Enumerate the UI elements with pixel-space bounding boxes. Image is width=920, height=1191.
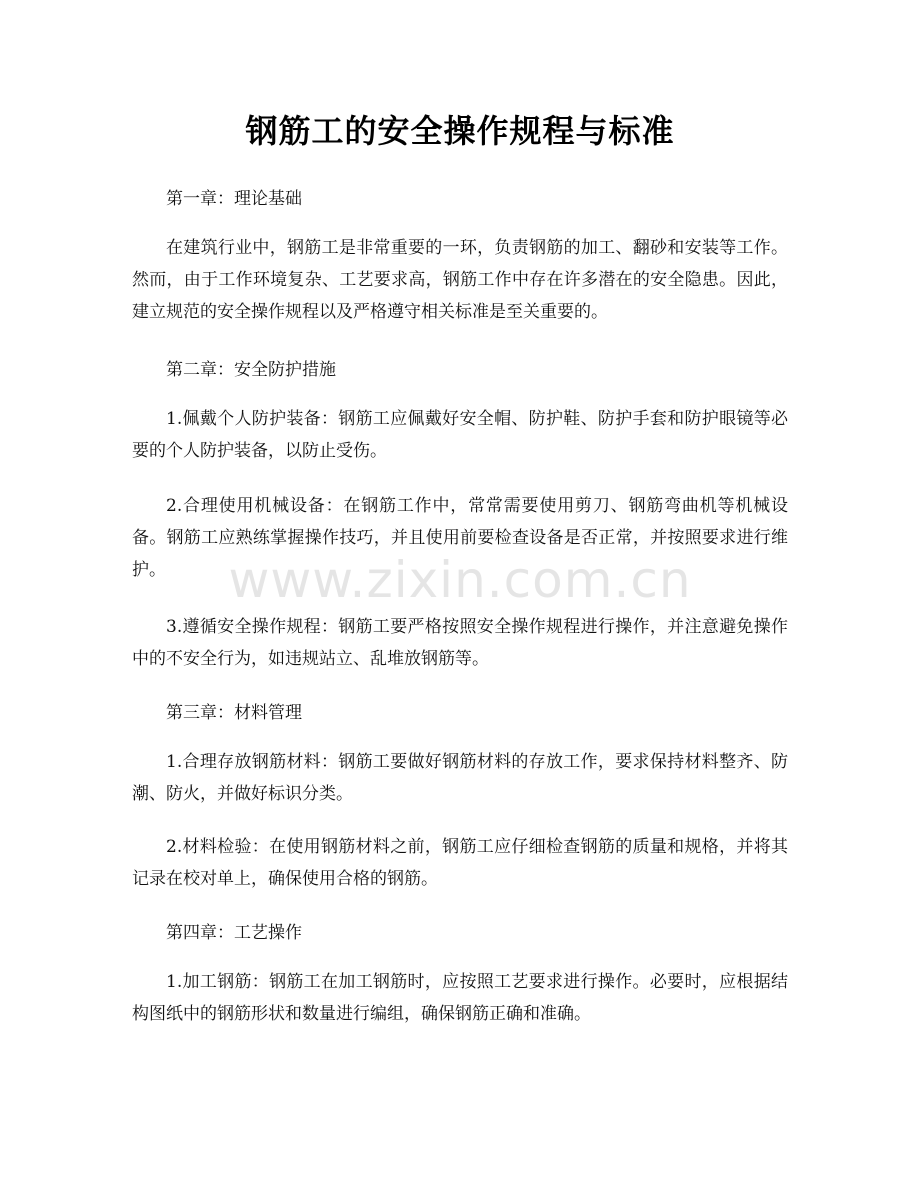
document-title: 钢筋工的安全操作规程与标准 [245, 112, 675, 150]
chapter-2-paragraph-3: 3.遵循安全操作规程：钢筋工要严格按照安全操作规程进行操作，并注意避免操作中的不安全行为，如违规站立、乱堆放钢筋等。 [132, 617, 788, 669]
chapter-3-paragraph-1: 1.合理存放钢筋材料：钢筋工要做好钢筋材料的存放工作，要求保持材料整齐、防潮、防火，并做好标识分类。 [132, 752, 788, 804]
chapter-1-paragraph-1: 在建筑行业中，钢筋工是非常重要的一环，负责钢筋的加工、翻砂和安装等工作。然而，由于工作环境复杂、工艺要求高，钢筋工作中存在许多潜在的安全隐患。因此，建立规范的安全操作规程以及严格遵守相关标准是至关重要的。 [132, 238, 788, 322]
chapter-3-paragraph-2: 2.材料检验：在使用钢筋材料之前，钢筋工应仔细检查钢筋的质量和规格，并将其记录在校对单上，确保使用合格的钢筋。 [132, 837, 788, 889]
chapter-4-paragraph-1: 1.加工钢筋：钢筋工在加工钢筋时，应按照工艺要求进行操作。必要时，应根据结构图纸中的钢筋形状和数量进行编组，确保钢筋正确和准确。 [132, 972, 788, 1024]
chapter-2-heading: 第二章：安全防护措施 [166, 360, 336, 380]
watermark: www.zixin.com.cn [228, 551, 692, 609]
chapter-3-heading: 第三章：材料管理 [166, 703, 302, 723]
chapter-2-paragraph-2: 2.合理使用机械设备：在钢筋工作中，常常需要使用剪刀、钢筋弯曲机等机械设备。钢筋工应熟练掌握操作技巧，并且使用前要检查设备是否正常，并按照要求进行维护。 [132, 496, 788, 580]
chapter-2-paragraph-1: 1.佩戴个人防护装备：钢筋工应佩戴好安全帽、防护鞋、防护手套和防护眼镜等必要的个人防护装备，以防止受伤。 [132, 409, 788, 461]
chapter-4-heading: 第四章：工艺操作 [166, 923, 302, 943]
chapter-1-heading: 第一章：理论基础 [166, 189, 302, 209]
